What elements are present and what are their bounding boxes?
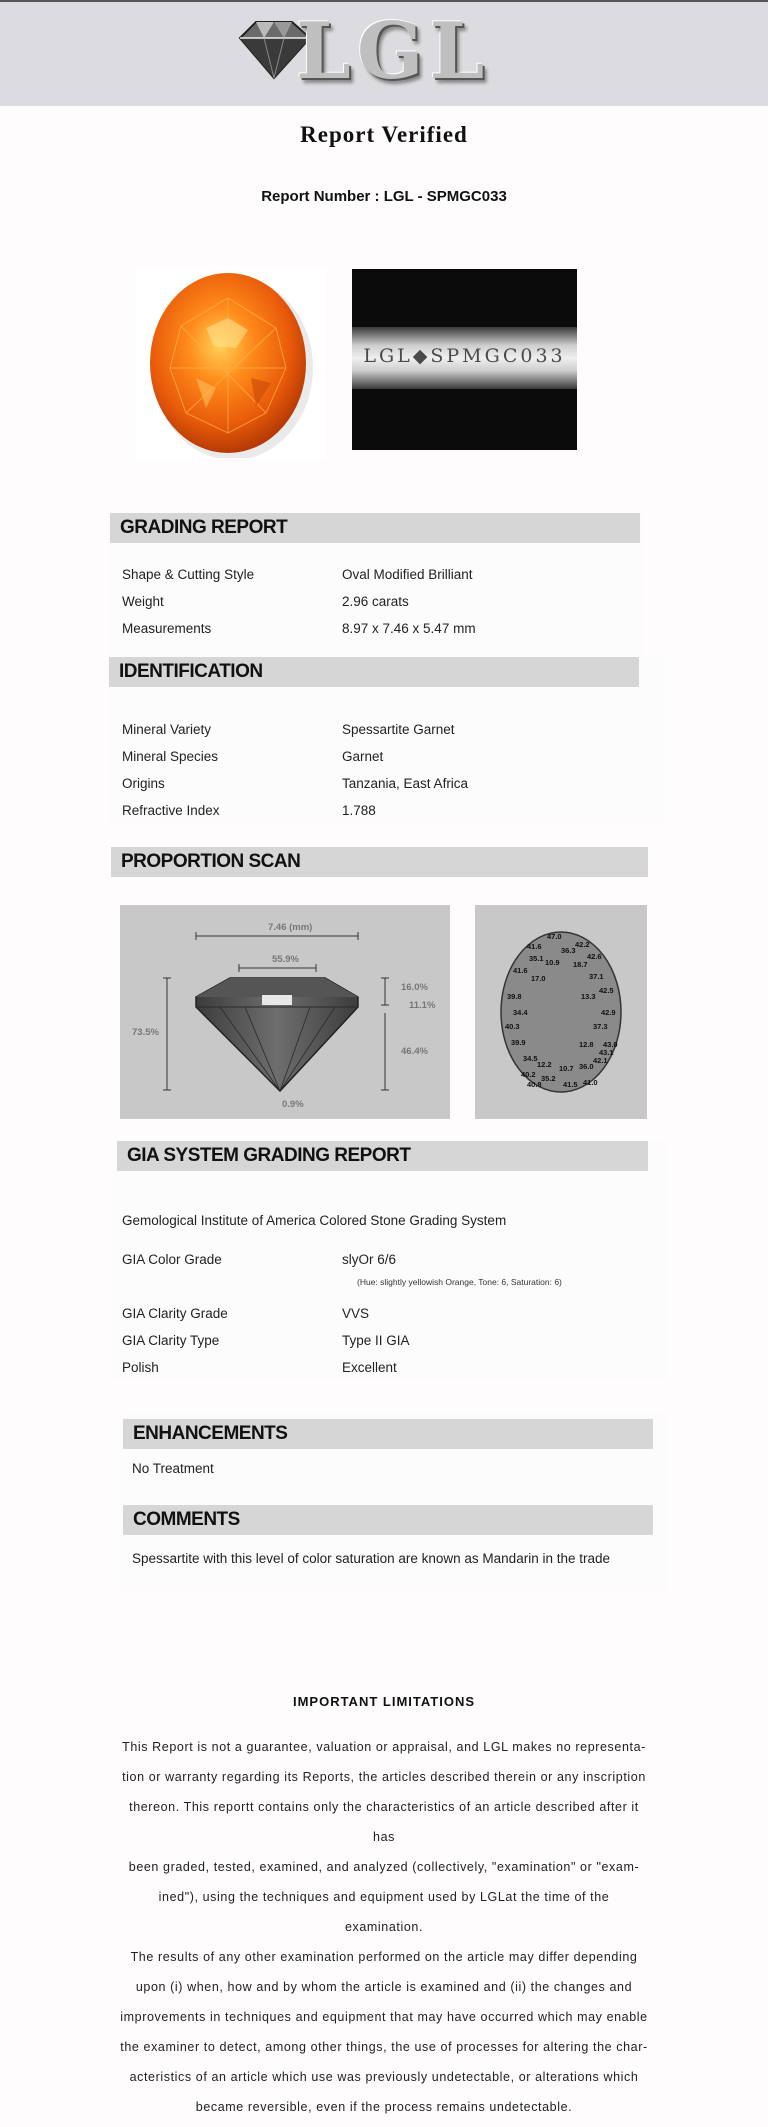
facet-value-label: 36.3 <box>561 946 576 955</box>
facet-value-label: 42.1 <box>593 1056 608 1065</box>
logo-wordmark: LGL <box>296 6 491 97</box>
limitations-line: became reversible, even if the process remains undetectable. <box>195 2100 573 2114</box>
shape-label: Shape & Cutting Style <box>122 567 255 582</box>
origins-value: Tanzania, East Africa <box>342 776 469 791</box>
grading-report-heading: GRADING REPORT <box>110 513 640 543</box>
facet-value-label: 43.0 <box>603 1040 618 1049</box>
enhancements-text: No Treatment <box>132 1461 214 1476</box>
facet-value-label: 17.0 <box>531 974 546 983</box>
limitations-line: This Report is not a guarantee, valuation or appraisal, and LGL makes no representa- <box>122 1740 646 1754</box>
enhancements-heading: ENHANCEMENTS <box>123 1419 653 1449</box>
gia-clarity-grade-value: VVS <box>342 1306 370 1321</box>
page-title: Report Verified <box>300 122 468 147</box>
mineral-species-value: Garnet <box>342 749 384 764</box>
depth-pct-label: 73.5% <box>132 1027 159 1038</box>
gia-clarity-type-label: GIA Clarity Type <box>122 1333 220 1348</box>
width-measure-label: 7.46 (mm) <box>268 922 313 933</box>
facet-value-label: 12.2 <box>537 1060 552 1069</box>
gia-clarity-grade-label: GIA Clarity Grade <box>122 1306 228 1321</box>
facet-value-label: 40.8 <box>527 1080 542 1089</box>
mineral-species-label: Mineral Species <box>122 749 219 764</box>
facet-value-label: 41.5 <box>563 1080 578 1089</box>
limitations-line: been graded, tested, examined, and analyzed (collectively, "examination" or "exam- <box>128 1860 640 1874</box>
facet-value-label: 42.6 <box>587 952 602 961</box>
facet-value-label: 35.1 <box>529 954 544 963</box>
table-pct-label: 55.9% <box>272 954 299 965</box>
facet-value-label: 37.3 <box>593 1022 608 1031</box>
limitations-line: improvements in techniques and equipment that may have occurred which may enable <box>120 2010 648 2024</box>
facet-value-label: 10.7 <box>559 1064 574 1073</box>
facet-value-label: 40.2 <box>521 1070 536 1079</box>
facet-value-label: 13.3 <box>581 992 596 1001</box>
facet-value-label: 41.0 <box>583 1078 598 1087</box>
crown-height-label: 16.0% <box>401 982 428 993</box>
limitations-line: the examiner to detect, among other things, the use of processes for altering the char- <box>120 2040 648 2054</box>
facet-value-label: 12.8 <box>579 1040 594 1049</box>
measurements-label: Measurements <box>122 621 212 636</box>
inscription-text: LGL◆SPMGC033 <box>363 345 566 367</box>
facet-value-label: 42.5 <box>599 986 614 995</box>
gia-color-note: (Hue: slightly yellowish Orange, Tone: 6, Saturation: 6) <box>357 1277 562 1287</box>
report-number: Report Number : LGL - SPMGC033 <box>261 188 507 205</box>
weight-label: Weight <box>122 594 164 609</box>
facet-value-label: 39.8 <box>507 992 522 1001</box>
facet-value-label: 34.4 <box>513 1008 528 1017</box>
origins-label: Origins <box>122 776 165 791</box>
facet-value-label: 40.3 <box>505 1022 520 1031</box>
gia-color-label: GIA Color Grade <box>122 1252 222 1267</box>
facet-value-label: 39.9 <box>511 1038 526 1047</box>
gia-intro: Gemological Institute of America Colored Stone Grading System <box>122 1213 507 1228</box>
facet-value-label: 36.0 <box>579 1062 594 1071</box>
facet-value-label: 47.0 <box>547 932 562 941</box>
limitations-line: The results of any other examination performed on the article may differ depending <box>130 1950 638 1964</box>
refractive-index-label: Refractive Index <box>122 803 220 818</box>
comments-heading: COMMENTS <box>123 1505 653 1535</box>
facet-value-label: 43.1 <box>599 1048 614 1057</box>
facet-value-label: 34.5 <box>523 1054 538 1063</box>
facet-value-label: 35.2 <box>541 1074 556 1083</box>
facet-scan-box <box>475 905 647 1119</box>
culet-pct-label: 0.9% <box>282 1099 304 1110</box>
refractive-index-value: 1.788 <box>342 803 376 818</box>
measurements-value: 8.97 x 7.46 x 5.47 mm <box>342 621 476 636</box>
shape-value: Oval Modified Brilliant <box>342 567 473 582</box>
limitations-line: thereon. This reportt contains only the characteristics of an article described after it has <box>129 1800 639 1844</box>
polish-label: Polish <box>122 1360 159 1375</box>
limitations-line: tion or warranty regarding its Reports, the articles described therein or any inscription <box>122 1770 646 1784</box>
facet-value-label: 18.7 <box>573 960 588 969</box>
pavilion-depth-label: 46.4% <box>401 1046 428 1057</box>
gemstone-photo <box>136 268 326 458</box>
facet-value-label: 42.2 <box>575 940 590 949</box>
limitations-body <box>118 1732 650 2122</box>
comments-text: Spessartite with this level of color saturation are known as Mandarin in the trade <box>132 1551 610 1566</box>
mineral-variety-label: Mineral Variety <box>122 722 212 737</box>
facet-value-label: 10.9 <box>545 958 560 967</box>
limitations-line: acteristics of an article which use was previously undetectable, or alterations which <box>129 2070 639 2084</box>
weight-value: 2.96 carats <box>342 594 409 609</box>
facet-value-label: 41.6 <box>513 966 528 975</box>
facet-value-label: 37.1 <box>589 972 604 981</box>
proportion-scan-heading: PROPORTION SCAN <box>111 847 648 877</box>
profile-scan-box <box>120 905 450 1119</box>
polish-value: Excellent <box>342 1360 397 1375</box>
facet-value-label: 41.6 <box>527 942 542 951</box>
limitations-line: ined"), using the techniques and equipment used by LGLat the time of the examination. <box>158 1890 610 1934</box>
girdle-pct-label: 11.1% <box>409 1000 436 1011</box>
gia-heading: GIA SYSTEM GRADING REPORT <box>117 1141 648 1171</box>
facet-value-label: 42.9 <box>601 1008 616 1017</box>
identification-heading: IDENTIFICATION <box>109 657 639 687</box>
limitations-heading: IMPORTANT LIMITATIONS <box>292 1694 476 1709</box>
mineral-variety-value: Spessartite Garnet <box>342 722 455 737</box>
inscription-photo <box>352 269 577 450</box>
gia-color-value: slyOr 6/6 <box>342 1252 397 1267</box>
limitations-line: upon (i) when, how and by whom the article is examined and (ii) the changes and <box>135 1980 633 1994</box>
gia-clarity-type-value: Type II GIA <box>342 1333 410 1348</box>
